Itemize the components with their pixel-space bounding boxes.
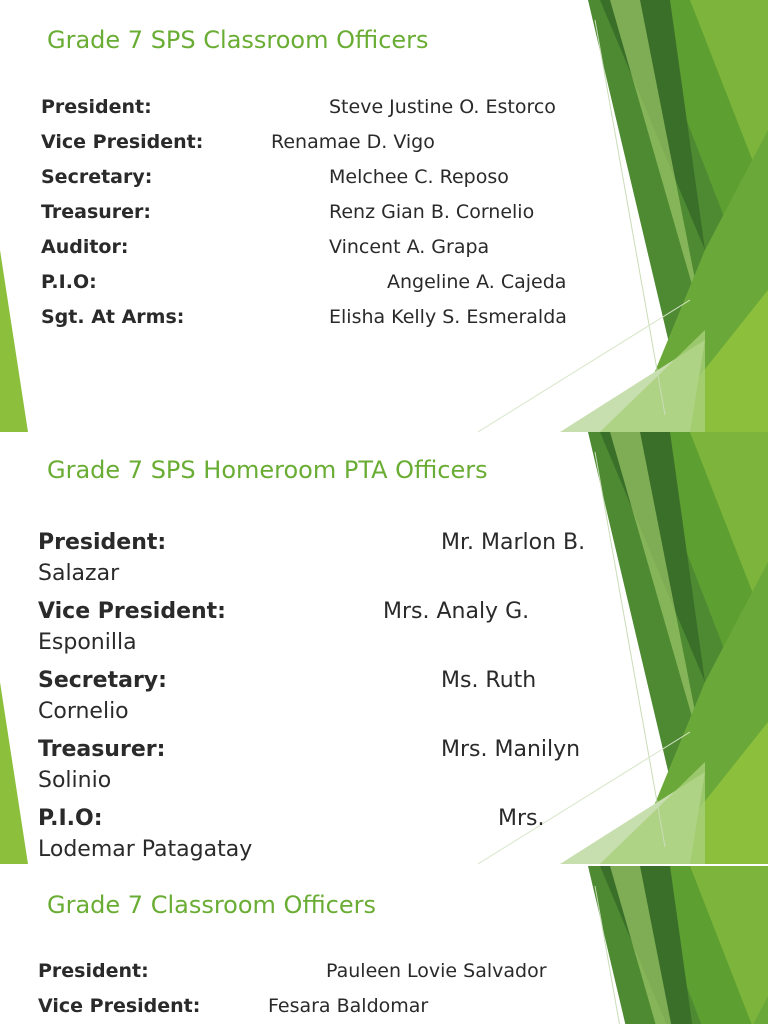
officer-name: Renamae D. Vigo [271, 131, 435, 153]
officer-name: Fesara Baldomar [268, 995, 429, 1017]
officer-name: Renz Gian B. Cornelio [329, 201, 535, 223]
officer-name-continued: Cornelio [38, 699, 129, 724]
role-label: President: [38, 530, 167, 555]
officer-name-continued: Solinio [38, 768, 112, 793]
role-label: Secretary: [41, 166, 153, 188]
role-label: Secretary: [38, 668, 167, 693]
role-label: Treasurer: [41, 201, 152, 223]
role-label: Sgt. At Arms: [41, 306, 185, 328]
role-label: Treasurer: [38, 737, 166, 762]
officer-name: Mr. Marlon B. [441, 530, 586, 555]
role-label: President: [38, 960, 149, 982]
role-label: Vice President: [41, 131, 204, 153]
officer-name-continued: Lodemar Patagatay [38, 837, 253, 862]
slide-title: Grade 7 SPS Homeroom PTA Officers [47, 456, 488, 484]
officer-name-continued: Esponilla [38, 630, 137, 655]
slide-classroom-officers [0, 0, 768, 432]
role-label: Vice President: [38, 599, 226, 624]
slide-grade7-classroom-officers [0, 866, 768, 1024]
slide-title: Grade 7 Classroom Officers [47, 891, 376, 919]
role-label: P.I.O: [41, 271, 97, 293]
officer-name: Mrs. Manilyn [441, 737, 581, 762]
role-label: Auditor: [41, 236, 129, 258]
officer-name: Steve Justine O. Estorco [329, 96, 556, 118]
role-label: P.I.O: [38, 806, 103, 831]
officer-name: Elisha Kelly S. Esmeralda [329, 306, 567, 328]
officer-name: Mrs. [498, 806, 545, 831]
officer-name: Angeline A. Cajeda [387, 271, 567, 293]
officer-name: Pauleen Lovie Salvador [326, 960, 547, 982]
role-label: Vice President: [38, 995, 201, 1017]
role-label: President: [41, 96, 152, 118]
slide-title: Grade 7 SPS Classroom Officers [47, 26, 429, 54]
officer-name: Ms. Ruth [441, 668, 537, 693]
officer-name-continued: Salazar [38, 561, 120, 586]
officer-name: Melchee C. Reposo [329, 166, 509, 188]
officer-name: Vincent A. Grapa [329, 236, 490, 258]
officer-name: Mrs. Analy G. [383, 599, 530, 624]
slide-pta-officers [0, 432, 768, 866]
